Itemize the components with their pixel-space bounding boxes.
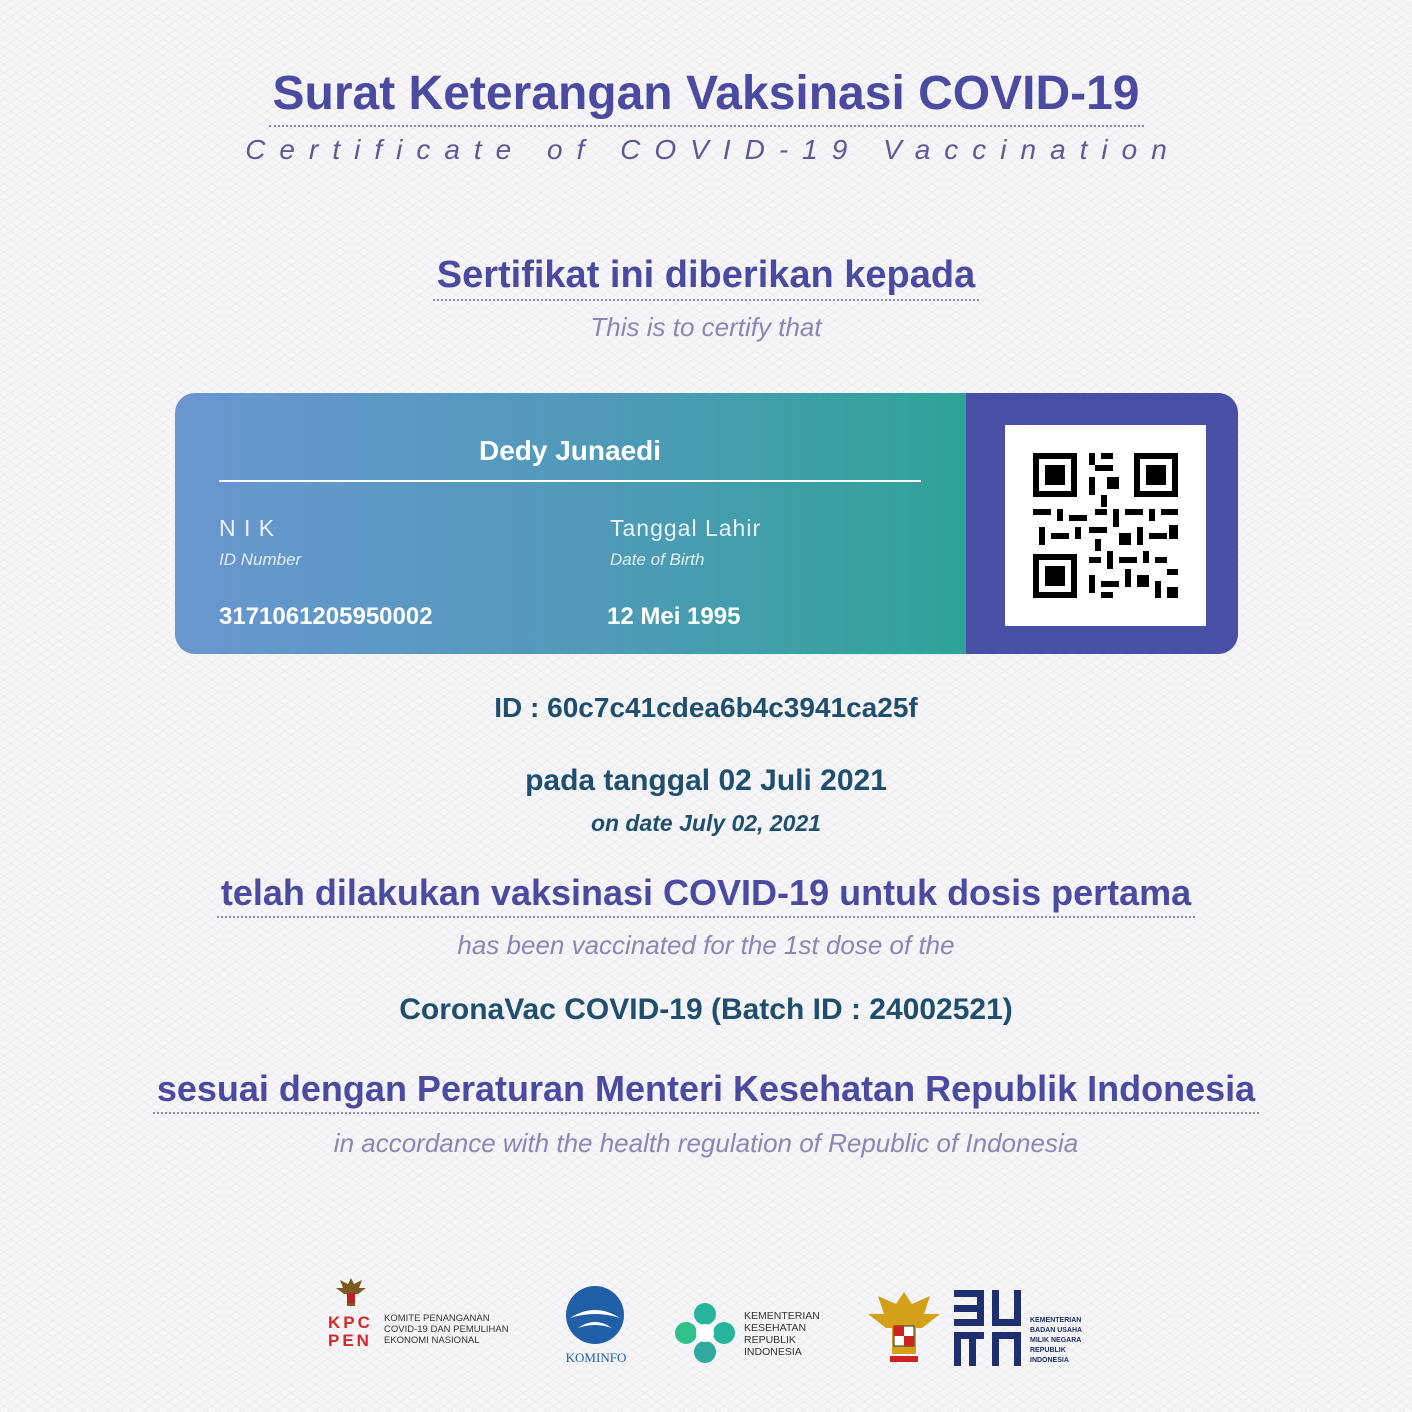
dob-sublabel: Date of Birth <box>610 550 705 569</box>
vaccination-subheading: has been vaccinated for the 1st dose of the <box>457 930 955 960</box>
kemenkes-logo <box>672 1300 832 1370</box>
vaccination-date-en: on date July 02, 2021 <box>590 810 822 836</box>
qr-code-icon <box>1005 425 1206 626</box>
vaccine-name: CoronaVac COVID-19 (Batch ID : 24002521) <box>399 993 1013 1026</box>
holder-name: Dedy Junaedi <box>478 435 662 466</box>
bumn-logo <box>866 1286 1086 1372</box>
kpcpen-text: KOMITE PENANGANAN COVID-19 DAN PEMULIHAN EKONOMI NASIONAL <box>384 1313 509 1346</box>
vaccination-date: pada tanggal 02 Juli 2021 <box>525 764 887 797</box>
certificate-subtitle: Certificate of COVID-19 Vaccination <box>245 134 1181 165</box>
bumn-icon <box>954 1288 1024 1368</box>
garuda-icon <box>866 1288 942 1368</box>
certificate-title: Surat Keterangan Vaksinasi COVID-19 <box>269 66 1144 127</box>
certify-heading-block <box>0 254 1412 301</box>
identity-card <box>175 393 1238 654</box>
qr-panel <box>966 393 1238 654</box>
certify-subheading: This is to certify that <box>590 312 822 342</box>
regulation-subheading: in accordance with the health regulation of Republic of Indonesia <box>333 1128 1079 1158</box>
name-divider <box>219 480 921 482</box>
dob-value: 12 Mei 1995 <box>607 603 741 630</box>
kpcpen-abbr-bottom: PEN <box>328 1331 372 1350</box>
certificate-id: ID : 60c7c41cdea6b4c3941ca25f <box>494 692 918 723</box>
dob-label: Tanggal Lahir <box>610 515 762 541</box>
kemenkes-text: KEMENTERIAN KESEHATAN REPUBLIK INDONESIA <box>744 1310 820 1358</box>
nik-value: 3171061205950002 <box>219 603 433 630</box>
kominfo-icon <box>564 1284 626 1346</box>
vaccination-heading-block <box>0 872 1412 918</box>
kpcpen-logo <box>328 1276 528 1366</box>
bumn-text: KEMENTERIAN BADAN USAHA MILIK NEGARA REPUBLIK INDONESIA <box>1030 1317 1083 1364</box>
garuda-icon <box>334 1276 368 1312</box>
nik-label: N I K <box>219 515 276 541</box>
vaccination-heading: telah dilakukan vaksinasi COVID-19 untuk dosis pertama <box>217 872 1195 918</box>
kemenkes-icon <box>672 1300 738 1366</box>
certify-heading: Sertifikat ini diberikan kepada <box>433 254 980 301</box>
certificate-title-block <box>0 66 1412 127</box>
regulation-heading: sesuai dengan Peraturan Menteri Kesehatan Republik Indonesia <box>153 1068 1259 1114</box>
kpcpen-abbr-top: KPC <box>328 1313 373 1332</box>
kominfo-text: KOMINFO <box>565 1350 627 1365</box>
regulation-heading-block <box>0 1068 1412 1114</box>
kominfo-logo <box>556 1282 636 1372</box>
nik-sublabel: ID Number <box>219 550 302 569</box>
